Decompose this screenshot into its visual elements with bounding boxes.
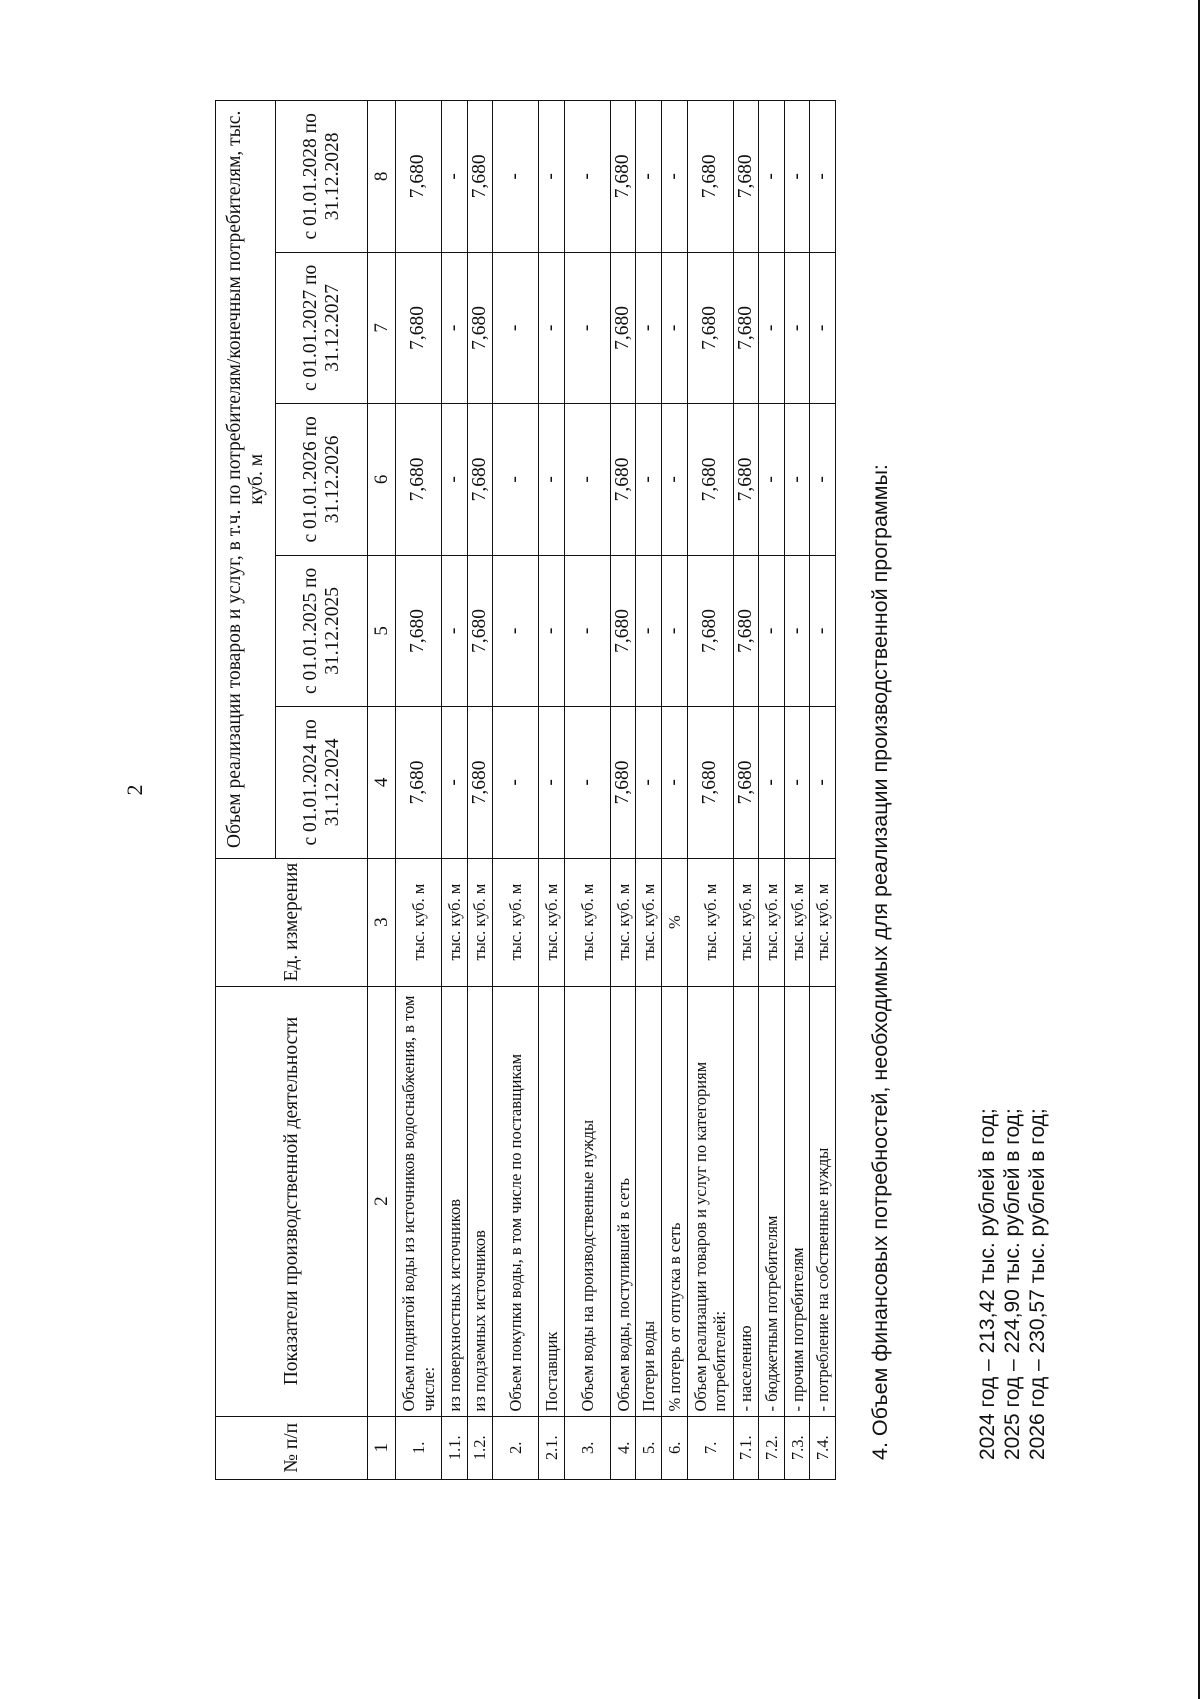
row-value: -	[784, 707, 810, 859]
row-value: 7,680	[396, 707, 442, 859]
row-value: -	[759, 404, 785, 556]
row-value: -	[759, 252, 785, 404]
row-value: -	[564, 404, 610, 556]
row-unit: тыс. куб. м	[493, 858, 539, 986]
row-unit: тыс. куб. м	[564, 858, 610, 986]
table-row	[733, 101, 759, 1480]
row-value: -	[564, 252, 610, 404]
row-unit: тыс. куб. м	[610, 858, 636, 986]
row-number: 3.	[564, 1416, 610, 1479]
table-row	[467, 101, 493, 1480]
row-unit: тыс. куб. м	[539, 858, 565, 986]
financial-line: 2025 год – 224,90 тыс. рублей в год;	[1001, 1108, 1024, 1460]
row-label: Объем покупки воды, в том числе по поставщикам	[493, 986, 539, 1416]
row-value: -	[636, 101, 662, 253]
row-value: -	[539, 101, 565, 253]
row-number: 1.1.	[442, 1416, 468, 1479]
row-value: -	[539, 707, 565, 859]
table-row	[662, 101, 688, 1480]
financial-needs-section	[868, 464, 893, 1460]
row-value: -	[493, 101, 539, 253]
row-value: -	[539, 404, 565, 556]
row-label: - прочим потребителям	[784, 986, 810, 1416]
row-label: - потребление на собственные нужды	[810, 986, 836, 1416]
row-value: -	[493, 404, 539, 556]
row-value: 7,680	[733, 555, 759, 707]
header-period: с 01.01.2027 по 31.12.2027	[276, 252, 368, 404]
row-value: -	[662, 555, 688, 707]
column-number: 2	[368, 986, 396, 1416]
row-value: -	[442, 101, 468, 253]
table-row	[636, 101, 662, 1480]
row-unit: тыс. куб. м	[687, 858, 733, 986]
row-value: 7,680	[467, 555, 493, 707]
row-label: Поставщик	[539, 986, 565, 1416]
row-value: 7,680	[687, 404, 733, 556]
row-number: 7.1.	[733, 1416, 759, 1479]
row-value: 7,680	[687, 101, 733, 253]
row-value: 7,680	[467, 252, 493, 404]
row-value: 7,680	[610, 707, 636, 859]
row-value: -	[564, 101, 610, 253]
section-heading: 4. Объем финансовых потребностей, необходимых для реализации производственной программы:	[868, 464, 892, 1460]
row-value: 7,680	[467, 404, 493, 556]
row-label: - населению	[733, 986, 759, 1416]
row-value: -	[442, 404, 468, 556]
table-row	[610, 101, 636, 1480]
header-indicator: Показатели производственной деятельности	[216, 986, 368, 1416]
row-value: 7,680	[467, 707, 493, 859]
row-value: -	[784, 555, 810, 707]
row-label: Объем воды, поступившей в сеть	[610, 986, 636, 1416]
row-value: -	[493, 252, 539, 404]
row-value: -	[810, 707, 836, 859]
column-number: 4	[368, 707, 396, 859]
row-value: 7,680	[733, 252, 759, 404]
column-number: 3	[368, 858, 396, 986]
row-value: -	[784, 101, 810, 253]
financial-line: 2024 год – 213,42 тыс. рублей в год;	[976, 1108, 999, 1460]
row-number: 1.2.	[467, 1416, 493, 1479]
row-value: -	[662, 707, 688, 859]
header-period: с 01.01.2025 по 31.12.2025	[276, 555, 368, 707]
row-number: 2.	[493, 1416, 539, 1479]
row-unit: тыс. куб. м	[442, 858, 468, 986]
row-value: 7,680	[396, 404, 442, 556]
row-number: 6.	[662, 1416, 688, 1479]
row-label: из поверхностных источников	[442, 986, 468, 1416]
row-value: 7,680	[467, 101, 493, 253]
column-number: 1	[368, 1416, 396, 1479]
row-label: Объем реализации товаров и услуг по категориям потребителей:	[687, 986, 733, 1416]
row-value: -	[564, 555, 610, 707]
row-unit: %	[662, 858, 688, 986]
row-value: -	[493, 555, 539, 707]
row-unit: тыс. куб. м	[733, 858, 759, 986]
row-value: 7,680	[396, 101, 442, 253]
row-value: -	[810, 404, 836, 556]
row-label: - бюджетным потребителям	[759, 986, 785, 1416]
row-unit: тыс. куб. м	[810, 858, 836, 986]
row-value: 7,680	[610, 404, 636, 556]
row-value: 7,680	[687, 252, 733, 404]
table-row	[784, 101, 810, 1480]
header-period: с 01.01.2028 по 31.12.2028	[276, 101, 368, 253]
row-unit: тыс. куб. м	[467, 858, 493, 986]
row-value: -	[759, 555, 785, 707]
row-value: -	[636, 555, 662, 707]
row-value: -	[662, 252, 688, 404]
financial-needs-lines	[975, 1108, 1050, 1460]
row-label: из подземных источников	[467, 986, 493, 1416]
row-value: -	[662, 101, 688, 253]
row-value: 7,680	[733, 101, 759, 253]
column-number: 5	[368, 555, 396, 707]
row-label: Объем поднятой воды из источников водоснабжения, в том числе:	[396, 986, 442, 1416]
table-row	[539, 101, 565, 1480]
header-volume: Объем реализации товаров и услуг, в т.ч. по потребителям/конечным потребителям, тыс. куб. м	[216, 101, 276, 859]
column-number: 8	[368, 101, 396, 253]
row-number: 7.2.	[759, 1416, 785, 1479]
table-row	[687, 101, 733, 1480]
table-row	[564, 101, 610, 1480]
page-number: 2	[122, 784, 147, 796]
row-value: -	[636, 404, 662, 556]
row-value: -	[810, 555, 836, 707]
column-number: 6	[368, 404, 396, 556]
row-number: 7.4.	[810, 1416, 836, 1479]
row-value: 7,680	[733, 707, 759, 859]
row-number: 7.	[687, 1416, 733, 1479]
header-period: с 01.01.2024 по 31.12.2024	[276, 707, 368, 859]
production-indicators-table	[215, 100, 836, 1480]
header-row-number: № п/п	[216, 1416, 368, 1479]
rotated-content	[120, 100, 1080, 1480]
row-value: -	[636, 252, 662, 404]
row-value: -	[810, 252, 836, 404]
row-value: -	[539, 252, 565, 404]
row-value: 7,680	[733, 404, 759, 556]
row-value: -	[759, 101, 785, 253]
row-value: -	[810, 101, 836, 253]
table-row	[396, 101, 442, 1480]
row-unit: тыс. куб. м	[784, 858, 810, 986]
financial-line: 2026 год – 230,57 тыс. рублей в год;	[1026, 1108, 1049, 1460]
row-unit: тыс. куб. м	[396, 858, 442, 986]
row-label: Объем воды на производственные нужды	[564, 986, 610, 1416]
header-period: с 01.01.2026 по 31.12.2026	[276, 404, 368, 556]
row-number: 1.	[396, 1416, 442, 1479]
table-row	[442, 101, 468, 1480]
row-number: 7.3.	[784, 1416, 810, 1479]
row-value: -	[442, 555, 468, 707]
row-value: -	[784, 252, 810, 404]
header-unit: Ед. измерения	[216, 858, 368, 986]
row-value: -	[759, 707, 785, 859]
row-value: -	[442, 252, 468, 404]
row-value: 7,680	[687, 707, 733, 859]
row-value: -	[493, 707, 539, 859]
row-label: % потерь от отпуска в сеть	[662, 986, 688, 1416]
row-label: Потери воды	[636, 986, 662, 1416]
row-value: -	[784, 404, 810, 556]
row-number: 5.	[636, 1416, 662, 1479]
row-value: -	[539, 555, 565, 707]
row-value: 7,680	[687, 555, 733, 707]
row-value: -	[442, 707, 468, 859]
table-row	[810, 101, 836, 1480]
row-value: 7,680	[396, 252, 442, 404]
row-value: 7,680	[610, 252, 636, 404]
row-value: 7,680	[610, 101, 636, 253]
row-number: 2.1.	[539, 1416, 565, 1479]
row-value: -	[662, 404, 688, 556]
table-row	[759, 101, 785, 1480]
row-value: -	[636, 707, 662, 859]
row-unit: тыс. куб. м	[636, 858, 662, 986]
table-row	[493, 101, 539, 1480]
row-unit: тыс. куб. м	[759, 858, 785, 986]
row-value: 7,680	[610, 555, 636, 707]
column-number: 7	[368, 252, 396, 404]
row-value: 7,680	[396, 555, 442, 707]
row-value: -	[564, 707, 610, 859]
row-number: 4.	[610, 1416, 636, 1479]
